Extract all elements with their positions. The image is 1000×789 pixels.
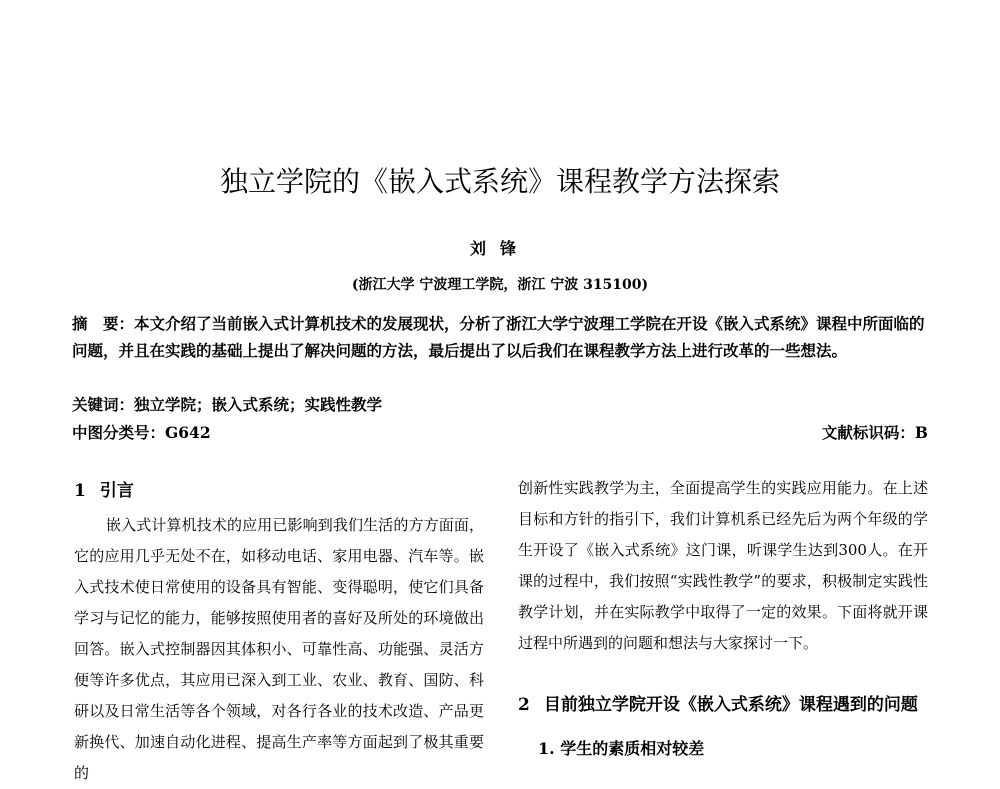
section-2-heading (518, 690, 918, 715)
classification-row (72, 421, 928, 443)
section-1-body: 嵌入式计算机技术的应用已影响到我们生活的方方面面，它的应用几乎无处不在，如移动电话、家用电器、汽车等。嵌入式技术使日常使用的设备具有智能、变得聪明，使它们具备学习与记忆的能力，能够按照使用者的喜好及所处的环境做出回答。嵌入式控制器因其体积小、可靠性高、功能强、灵活方便等许多优点，其应用已深入到工业、农业、教育、国防、科研以及日常生活等各个领域，对各行各业的技术改造、产品更新换代、加速自动化进程、提高生产率等方面起到了极其重要的 (74, 516, 484, 782)
section-1-heading (74, 476, 134, 501)
section-1-title: 引言 (99, 481, 134, 501)
abstract (72, 310, 932, 364)
affiliation: (浙江大学 宁波理工学院，浙江 宁波 315100) (351, 277, 649, 293)
section-2-subheading: 1. 学生的素质相对较差 (538, 739, 705, 758)
keywords (72, 393, 932, 415)
doc-code-value: B (914, 423, 928, 442)
clc-label: 中图分类号： (72, 423, 166, 442)
abstract-label: 摘 要： (72, 314, 135, 333)
section-1-number: 1 (74, 481, 86, 501)
section-2-number: 2 (518, 695, 530, 715)
doc-code-label: 文献标识码： (821, 423, 915, 442)
right-column-body: 创新性实践教学为主，全面提高学生的实践应用能力。在上述目标和方针的指引下，我们计算机系已经先后为两个年级的学生开设了《嵌入式系统》这门课，听课学生达到300人。在开课的过程中，我们按照“实践性教学”的要求，积极制定实践性教学计划，并在实际教学中取得了一定的效果。下面将就开课过程中所遇到的问题和想法与大家探讨一下。 (518, 479, 928, 652)
author-name: 刘锋 (469, 239, 530, 258)
clc-value: G642 (165, 423, 211, 442)
paper-title: 独立学院的《嵌入式系统》课程教学方法探索 (219, 165, 780, 198)
clc-code (72, 421, 211, 443)
keywords-label: 关键词： (72, 395, 135, 414)
abstract-text: 本文介绍了当前嵌入式计算机技术的发展现状，分析了浙江大学宁波理工学院在开设《嵌入式系统》课程中所面临的问题，并且在实践的基础上提出了解决问题的方法，最后提出了以后我们在课程教学方法上进行改革的一些想法。 (72, 314, 925, 360)
section-2-title: 目前独立学院开设《嵌入式系统》课程遇到的问题 (543, 695, 918, 715)
keywords-text: 独立学院；嵌入式系统；实践性教学 (134, 395, 383, 414)
document-code (822, 421, 928, 443)
